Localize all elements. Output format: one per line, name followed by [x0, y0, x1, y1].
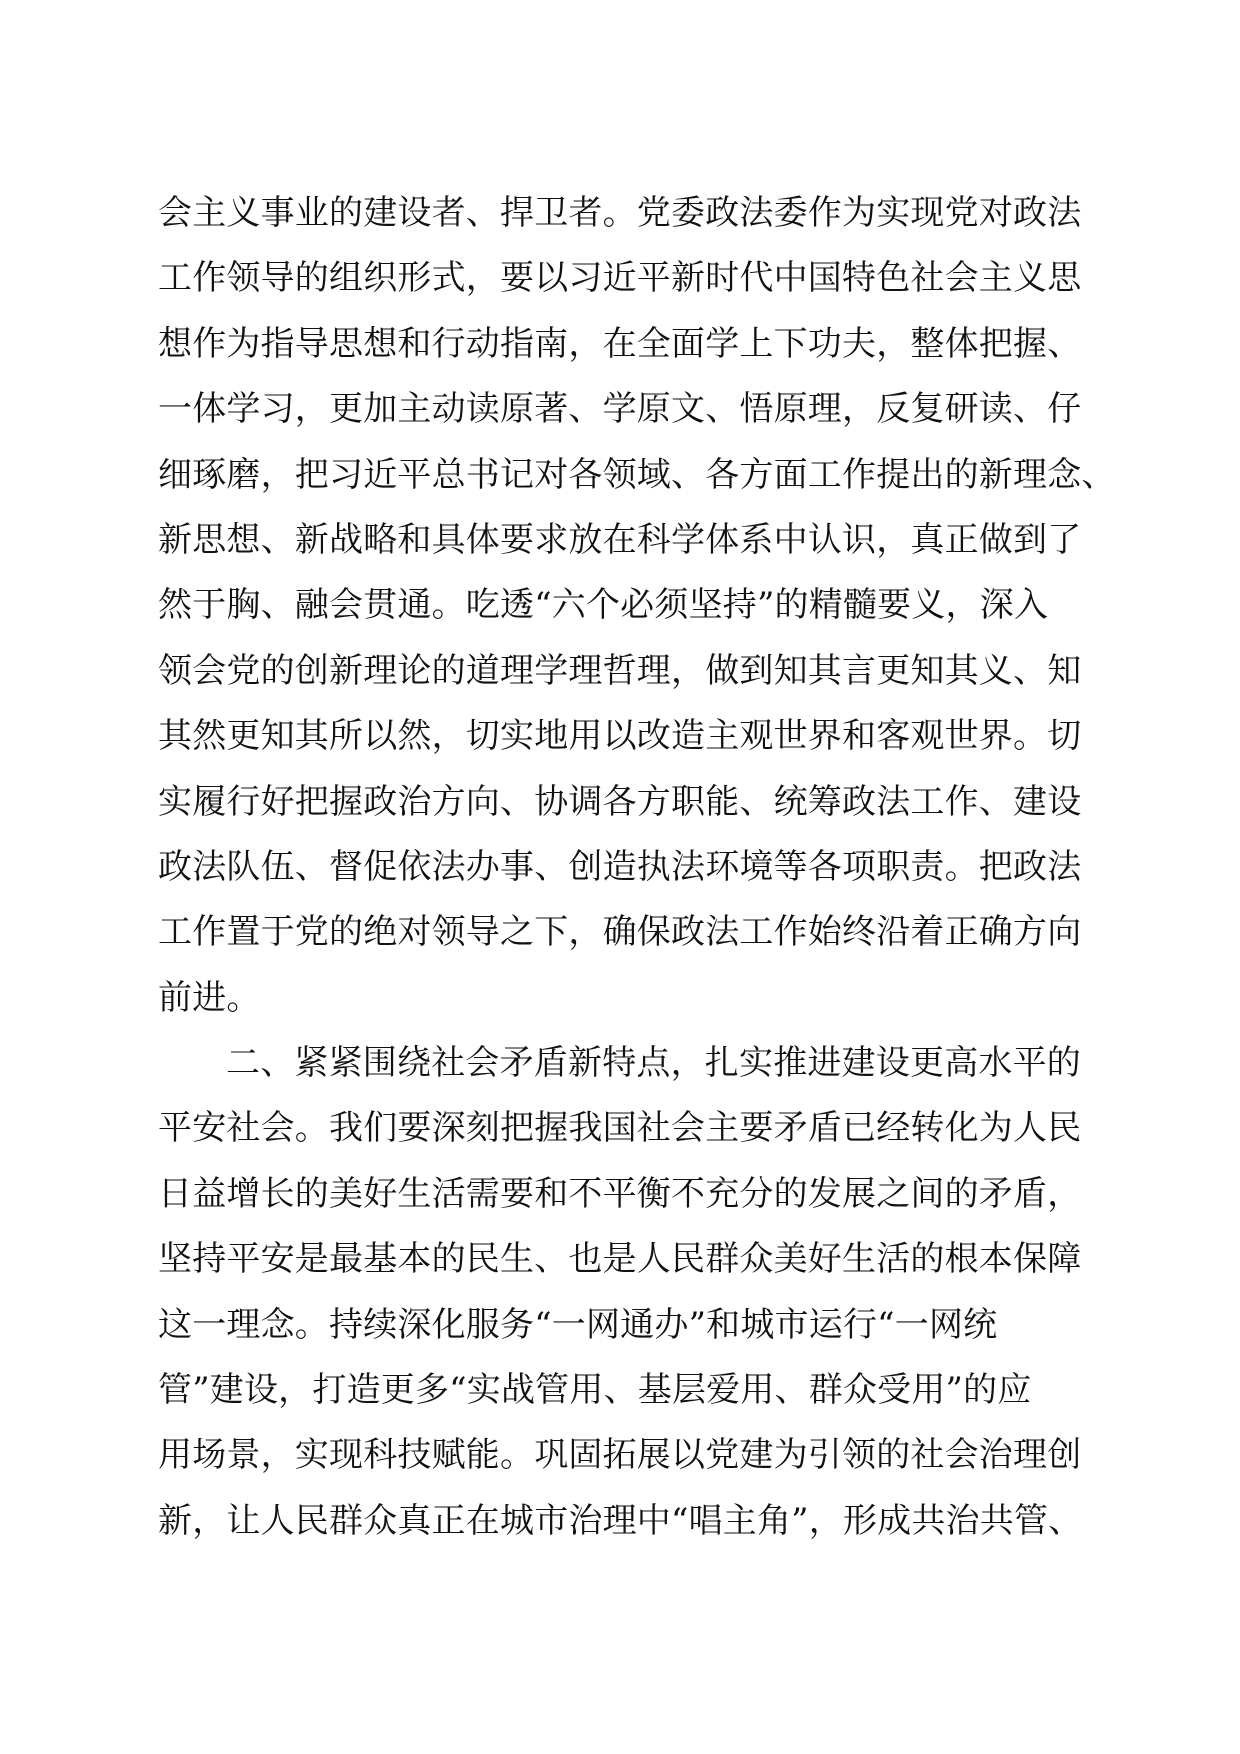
text-line: 新思想、新战略和具体要求放在科学体系中认识，真正做到了	[158, 519, 1082, 560]
text-line: 想作为指导思想和行动指南，在全面学上下功夫，整体把握、	[158, 323, 1082, 364]
text-line: 前进。	[158, 977, 261, 1018]
text-line: 会主义事业的建设者、捍卫者。党委政法委作为实现党对政法	[158, 193, 1082, 233]
text-line: 实履行好把握政治方向、协调各方职能、统筹政法工作、建设	[158, 781, 1082, 822]
section-heading-line: 二、紧紧围绕社会矛盾新特点，扎实推进建设更高水平的	[226, 1043, 1081, 1084]
document-body	[158, 181, 1116, 1554]
text-line: 政法队伍、督促依法办事、创造执法环境等各项职责。把政法	[158, 846, 1082, 887]
text-line: 新，让人民群众真正在城市治理中“唱主角”，形成共治共管、	[158, 1500, 1083, 1541]
text-line: 工作领导的组织形式，要以习近平新时代中国特色社会主义思	[158, 258, 1082, 299]
text-line: 坚持平安是最基本的民生、也是人民群众美好生活的根本保障	[158, 1239, 1082, 1280]
paragraph-1	[158, 181, 1116, 1031]
text-line: 然于胸、融会贯通。吃透“六个必须坚持”的精髓要义，深入	[158, 585, 1049, 626]
text-line: 平安社会。我们要深刻把握我国社会主要矛盾已经转化为人民	[158, 1108, 1082, 1149]
text-line: 日益增长的美好生活需要和不平衡不充分的发展之间的矛盾，	[158, 1173, 1082, 1214]
text-line: 工作置于党的绝对领导之下，确保政法工作始终沿着正确方向	[158, 912, 1082, 953]
text-line: 细琢磨，把习近平总书记对各领域、各方面工作提出的新理念、	[158, 454, 1116, 495]
text-line: 领会党的创新理论的道理学理哲理，做到知其言更知其义、知	[158, 650, 1082, 691]
text-line: 其然更知其所以然，切实地用以改造主观世界和客观世界。切	[158, 716, 1082, 757]
paragraph-2	[158, 1031, 1098, 1554]
text-line: 管”建设，打造更多“实战管用、基层爱用、群众受用”的应	[158, 1370, 1032, 1411]
text-line: 这一理念。持续深化服务“一网通办”和城市运行“一网统	[158, 1304, 998, 1345]
text-line: 用场景，实现科技赋能。巩固拓展以党建为引领的社会治理创	[158, 1435, 1082, 1476]
text-line: 一体学习，更加主动读原著、学原文、悟原理，反复研读、仔	[158, 389, 1082, 430]
